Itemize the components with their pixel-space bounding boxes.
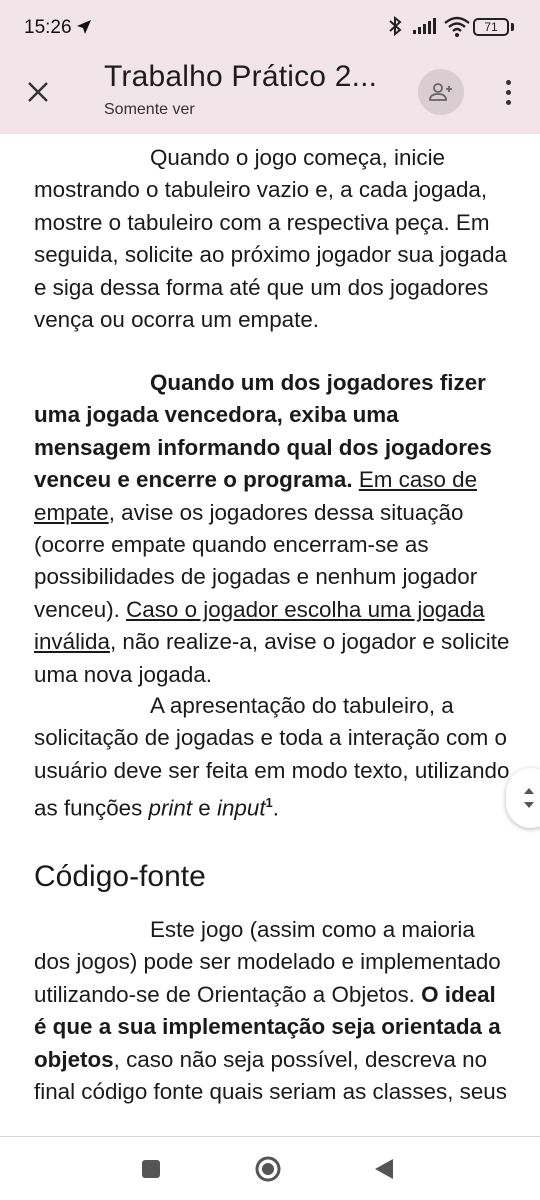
more-vert-icon-dot [506, 90, 511, 95]
paragraph-game-start [34, 142, 514, 336]
bluetooth-icon [386, 15, 404, 37]
close-icon [27, 81, 49, 103]
bold-oop-text: O ideal é que a sua implementação seja orientada a objetos [34, 981, 501, 1072]
more-vert-icon-dot [506, 100, 511, 105]
scroll-handle-icon [516, 768, 540, 828]
underline-invalid-move-text: Caso o jogador escolha uma jogada inválida [34, 596, 485, 655]
scroll-handle[interactable] [506, 768, 540, 828]
status-time: 15:26 [24, 17, 72, 38]
home-button[interactable] [251, 1152, 285, 1186]
battery-tip [511, 23, 514, 31]
system-navigation-bar [0, 1137, 540, 1200]
document-content[interactable] [0, 134, 540, 1136]
paragraph-text: , não realize-a, avise o jogador e solicite uma nova jogada. [34, 629, 510, 687]
italic-input: input [216, 795, 266, 821]
paragraph-text: , avise os jogadores dessa situação (ocorre empate quando encerram-se as possibilidades de jogadas e nenhum jogador venceu). [34, 499, 478, 622]
section-heading: Código-fonte [34, 860, 206, 893]
share-button[interactable] [418, 69, 464, 115]
cell-signal-icon [412, 17, 438, 35]
more-options-button[interactable] [494, 72, 522, 112]
triangle-back-icon [373, 1157, 395, 1181]
battery-indicator: 71 [473, 18, 509, 36]
wifi-icon [444, 16, 470, 38]
paragraph-text: . [272, 795, 280, 821]
navigation-arrow-icon [76, 19, 92, 35]
paragraph-text: e [192, 795, 217, 821]
footnote-marker[interactable]: 1 [265, 795, 273, 811]
add-person-icon [428, 81, 454, 103]
app-header [0, 0, 540, 134]
circle-icon [254, 1155, 282, 1183]
paragraph-text: A apresentação do tabuleiro, a solicitação de jogadas e toda a interação com o usuário deve ser feita em modo texto, utilizando as funções [34, 693, 510, 821]
more-vert-icon-dot [506, 80, 511, 85]
document-title: Trabalho Prático 2... [104, 60, 378, 93]
paragraph-text: , caso não seja possível, descreva no final código fonte quais seriam as classes, seus [34, 1046, 507, 1105]
paragraph-text: Este jogo (assim como a maioria dos jogos) pode ser modelado e implementado utilizando-se de Orientação a Objetos. [34, 917, 501, 1007]
square-icon [141, 1159, 161, 1179]
paragraph-text: Quando o jogo começa, inicie mostrando o tabuleiro vazio e, a cada jogada, mostre o tabuleiro com a respectiva peça. Em seguida, solicite ao próximo jogador sua jogada e siga dessa forma até que um dos jogadores vença ou ocorra um empate. [34, 145, 507, 333]
close-button[interactable] [20, 74, 56, 110]
back-button[interactable] [367, 1152, 401, 1186]
view-only-label: Somente ver [104, 101, 195, 118]
paragraph-text-mode [34, 690, 514, 825]
underline-draw-text: Em caso de empate [34, 467, 478, 525]
status-bar [0, 0, 540, 55]
paragraph-victory-rules [34, 367, 514, 691]
recent-apps-button[interactable] [134, 1152, 168, 1186]
paragraph-source-code [34, 914, 514, 1108]
bold-victory-text: Quando um dos jogadores fizer uma jogada vencedora, exiba uma mensagem informando qual dos jogadores venceu e encerre o programa. [34, 370, 492, 493]
italic-print: print [148, 795, 193, 821]
